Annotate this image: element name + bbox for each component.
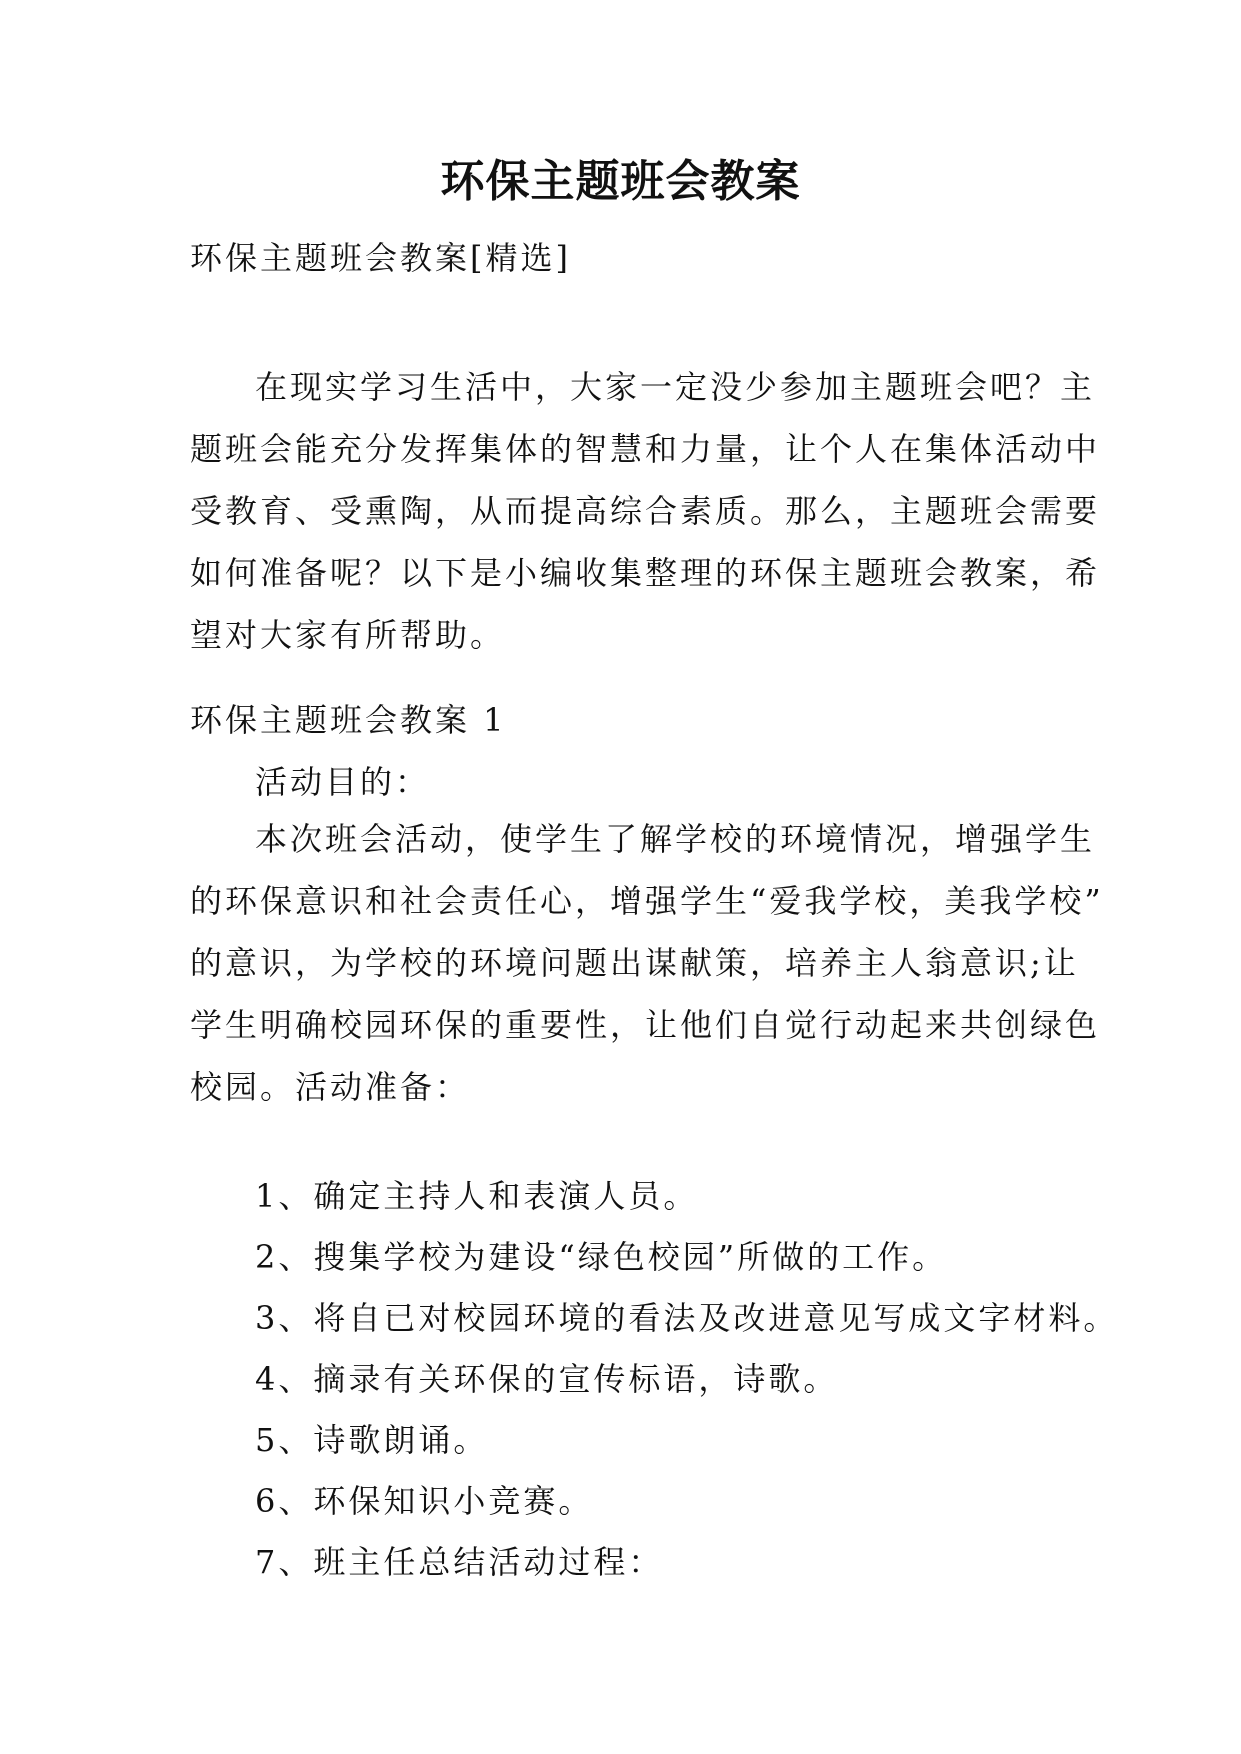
purpose-line: 的环保意识和社会责任心，增强学生“爱我学校，美我学校”: [190, 882, 1104, 920]
preparation-item: 3、将自已对校园环境的看法及改进意见写成文字材料。: [255, 1299, 1119, 1337]
preparation-item: 5、诗歌朗诵。: [255, 1421, 489, 1459]
intro-line: 在现实学习生活中，大家一定没少参加主题班会吧？主: [255, 368, 1096, 406]
intro-line: 如何准备呢？以下是小编收集整理的环保主题班会教案，希: [190, 554, 1101, 592]
purpose-label: 活动目的：: [255, 763, 431, 801]
purpose-paragraph: [190, 808, 1104, 1118]
purpose-line: 本次班会活动，使学生了解学校的环境情况，增强学生: [255, 820, 1096, 858]
section-heading: 环保主题班会教案 1: [190, 701, 507, 739]
intro-line: 题班会能充分发挥集体的智慧和力量，让个人在集体活动中: [190, 430, 1101, 468]
purpose-line: 的意识，为学校的环境问题出谋献策，培养主人翁意识;让: [190, 944, 1079, 982]
preparation-item: 7、班主任总结活动过程：: [255, 1543, 664, 1581]
purpose-line: 学生明确校园环保的重要性，让他们自觉行动起来共创绿色: [190, 1006, 1101, 1044]
intro-paragraph: [190, 356, 1101, 666]
intro-line: 望对大家有所帮助。: [190, 616, 506, 654]
intro-line: 受教育、受熏陶，从而提高综合素质。那么，主题班会需要: [190, 492, 1101, 530]
preparation-item: 4、摘录有关环保的宣传标语，诗歌。: [255, 1360, 839, 1398]
document-subtitle: 环保主题班会教案[精选]: [190, 239, 571, 277]
preparation-item: 2、搜集学校为建设“绿色校园”所做的工作。: [255, 1238, 948, 1276]
purpose-line: 校园。活动准备：: [190, 1068, 471, 1106]
preparation-item: 6、环保知识小竞赛。: [255, 1482, 594, 1520]
document-title: 环保主题班会教案: [440, 156, 801, 207]
preparation-item: 1、确定主持人和表演人员。: [255, 1177, 699, 1215]
